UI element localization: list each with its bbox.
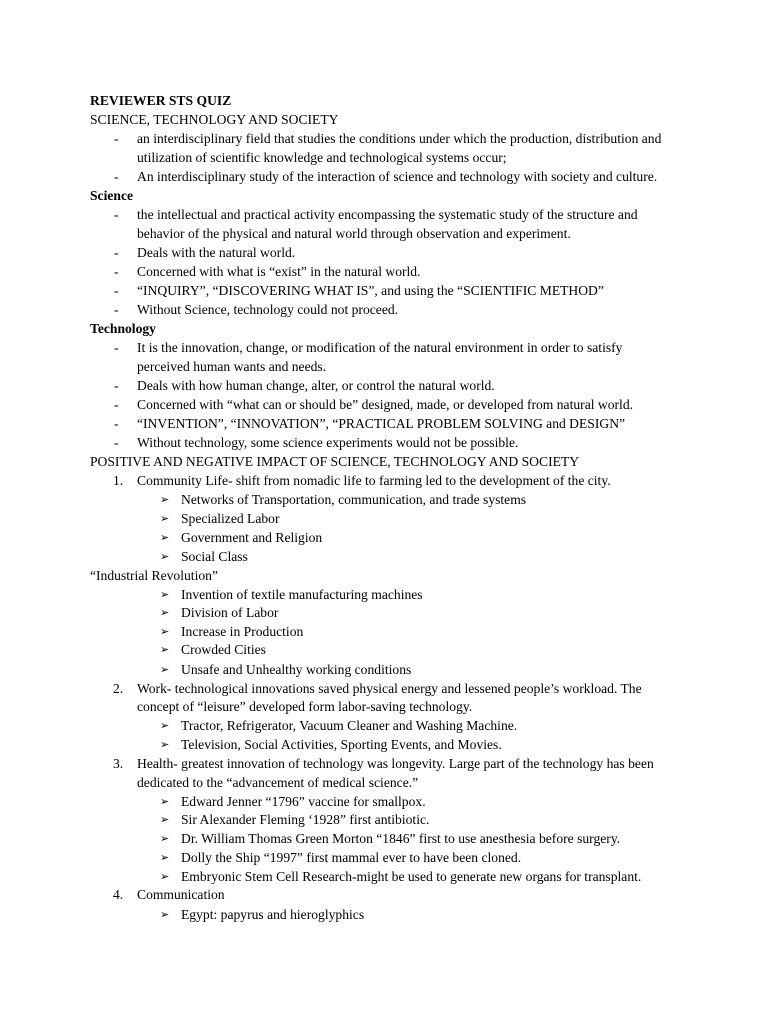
arrow-bullet-icon: ➢ [160,796,170,808]
arrow-bullet-icon: ➢ [160,644,170,656]
impact-4: Communication [137,887,225,902]
industrial-bullet-4: Crowded Cities [181,642,266,657]
list-number: 4. [113,887,124,902]
list-number: 2. [113,681,124,696]
technology-item-1-line-1: It is the innovation, change, or modification of the natural environment in order to satisfy [137,340,623,355]
arrow-bullet-icon: ➢ [160,532,170,544]
impact-2-line-2: concept of “leisure” developed form labor-saving technology. [137,699,473,714]
science-item-4: “INQUIRY”, “DISCOVERING WHAT IS”, and using the “SCIENTIFIC METHOD” [137,283,604,298]
document-title: REVIEWER STS QUIZ [90,93,232,108]
arrow-bullet-icon: ➢ [160,513,170,525]
impact-1-bullet-4: Social Class [181,549,248,564]
impact-1-bullet-1: Networks of Transportation, communication, and trade systems [181,492,527,507]
arrow-bullet-icon: ➢ [160,494,170,506]
science-item-5: Without Science, technology could not proceed. [137,302,399,317]
sts-item-1-line-2: utilization of scientific knowledge and technological systems occur; [137,150,507,165]
dash-bullet: - [114,245,119,260]
technology-heading: Technology [90,321,156,336]
technology-item-5: Without technology, some science experiments would not be possible. [137,435,519,450]
dash-bullet: - [114,397,119,412]
arrow-bullet-icon: ➢ [160,814,170,826]
list-number: 1. [113,473,124,488]
science-item-2: Deals with the natural world. [137,245,296,260]
impact-3-line-2: dedicated to the “advancement of medical science.” [137,775,419,790]
industrial-heading: “Industrial Revolution” [90,568,218,583]
industrial-bullet-2: Division of Labor [181,605,279,620]
impact-3-line-1: Health- greatest innovation of technology was longevity. Large part of the technology has been [137,756,654,771]
dash-bullet: - [114,264,119,279]
dash-bullet: - [114,435,119,450]
dash-bullet: - [114,207,119,222]
impact-2-bullet-2: Television, Social Activities, Sporting Events, and Movies. [181,737,502,752]
impact-3-bullet-5: Embryonic Stem Cell Research-might be used to generate new organs for transplant. [181,869,642,884]
industrial-bullet-1: Invention of textile manufacturing machines [181,587,423,602]
dash-bullet: - [114,378,119,393]
impact-heading: POSITIVE AND NEGATIVE IMPACT OF SCIENCE, TECHNOLOGY AND SOCIETY [90,454,580,469]
science-heading: Science [90,188,134,203]
dash-bullet: - [114,416,119,431]
sts-item-2: An interdisciplinary study of the interaction of science and technology with society and culture. [137,169,658,184]
technology-item-3: Concerned with “what can or should be” designed, made, or developed from natural world. [137,397,634,412]
impact-1-bullet-2: Specialized Labor [181,511,280,526]
impact-4-bullet-1: Egypt: papyrus and hieroglyphics [181,907,365,922]
technology-item-1-line-2: perceived human wants and needs. [137,359,327,374]
dash-bullet: - [114,340,119,355]
impact-2-line-1: Work- technological innovations saved physical energy and lessened people’s workload. The [137,681,642,696]
arrow-bullet-icon: ➢ [160,833,170,845]
science-item-3: Concerned with what is “exist” in the natural world. [137,264,421,279]
technology-item-2: Deals with how human change, alter, or control the natural world. [137,378,495,393]
arrow-bullet-icon: ➢ [160,589,170,601]
dash-bullet: - [114,283,119,298]
arrow-bullet-icon: ➢ [160,909,170,921]
arrow-bullet-icon: ➢ [160,739,170,751]
sts-heading: SCIENCE, TECHNOLOGY AND SOCIETY [90,112,339,127]
arrow-bullet-icon: ➢ [160,626,170,638]
dash-bullet: - [114,131,119,146]
list-number: 3. [113,756,124,771]
impact-3-bullet-2: Sir Alexander Fleming ‘1928” first antibiotic. [181,812,430,827]
science-item-1-line-1: the intellectual and practical activity encompassing the systematic study of the structure and [137,207,638,222]
arrow-bullet-icon: ➢ [160,871,170,883]
dash-bullet: - [114,302,119,317]
arrow-bullet-icon: ➢ [160,720,170,732]
sts-item-1-line-1: an interdisciplinary field that studies the conditions under which the production, distribution and [137,131,662,146]
impact-3-bullet-1: Edward Jenner “1796” vaccine for smallpox. [181,794,426,809]
science-item-1-line-2: behavior of the physical and natural world through observation and experiment. [137,226,571,241]
arrow-bullet-icon: ➢ [160,664,170,676]
impact-3-bullet-4: Dolly the Ship “1997” first mammal ever to have been cloned. [181,850,522,865]
impact-2-bullet-1: Tractor, Refrigerator, Vacuum Cleaner and Washing Machine. [181,718,518,733]
arrow-bullet-icon: ➢ [160,852,170,864]
industrial-bullet-3: Increase in Production [181,624,304,639]
impact-1-bullet-3: Government and Religion [181,530,323,545]
technology-item-4: “INVENTION”, “INNOVATION”, “PRACTICAL PROBLEM SOLVING and DESIGN” [137,416,626,431]
impact-1: Community Life- shift from nomadic life to farming led to the development of the city. [137,473,611,488]
arrow-bullet-icon: ➢ [160,607,170,619]
arrow-bullet-icon: ➢ [160,551,170,563]
dash-bullet: - [114,169,119,184]
impact-3-bullet-3: Dr. William Thomas Green Morton “1846” first to use anesthesia before surgery. [181,831,621,846]
industrial-bullet-5: Unsafe and Unhealthy working conditions [181,662,412,677]
